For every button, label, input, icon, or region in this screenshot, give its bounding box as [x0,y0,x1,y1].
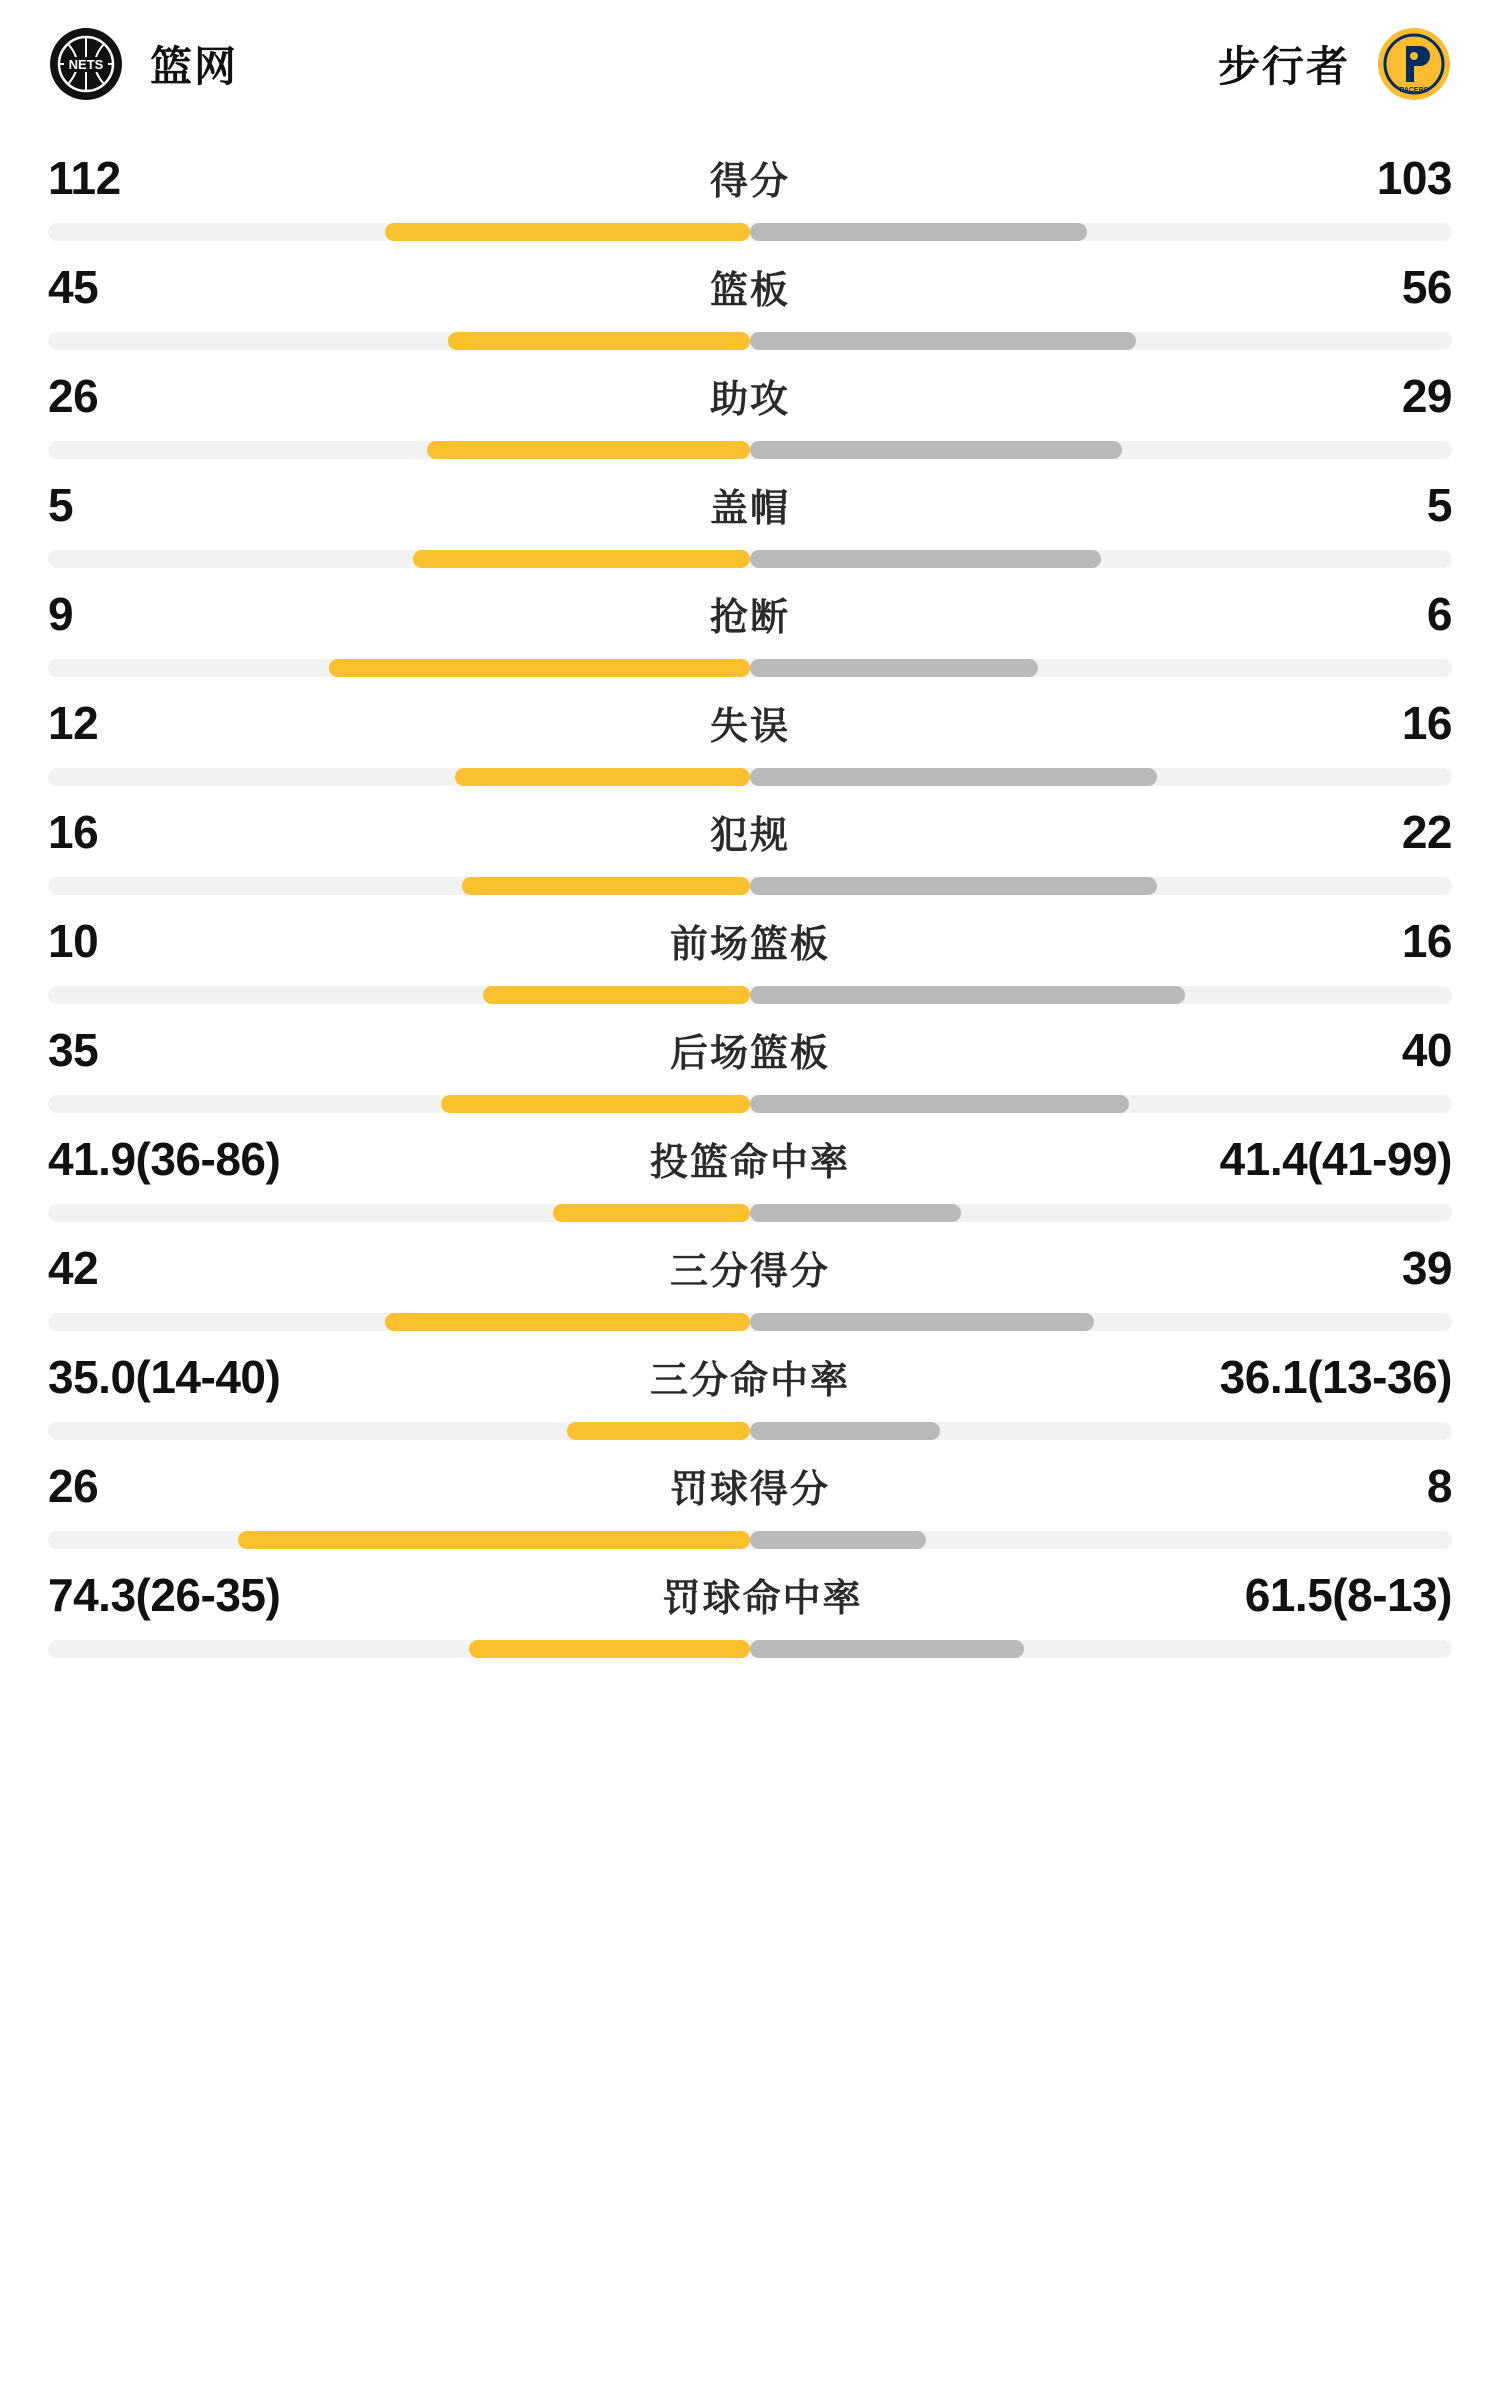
svg-text:NETS: NETS [68,57,104,72]
stat-bars [48,1422,1452,1440]
stat-row [48,1440,1452,1549]
stat-label: 篮板 [709,270,790,312]
stat-row-values [48,477,1452,550]
stat-row [48,459,1452,568]
away-bar [750,332,1136,350]
stat-label: 三分命中率 [649,1360,850,1402]
home-stat-value: 42 [48,1242,99,1294]
away-bar-wrap [750,332,1452,350]
pacers-logo-icon [1376,26,1452,102]
away-stat-value: 56 [1401,261,1452,313]
away-bar-wrap [750,441,1452,459]
stat-label: 得分 [709,161,790,203]
home-stat-value: 26 [48,1460,99,1512]
home-bar [427,441,750,459]
home-bar [483,986,750,1004]
away-stat-value: 61.5(8-13) [1244,1569,1452,1621]
stat-row [48,1113,1452,1222]
stat-label: 三分得分 [669,1251,830,1293]
stat-row [48,350,1452,459]
stat-row-values [48,259,1452,332]
home-bar-wrap [48,1095,750,1113]
home-bar [413,550,750,568]
stat-bars [48,659,1452,677]
away-bar [750,1313,1094,1331]
away-stat-value: 5 [1426,479,1452,531]
stat-label: 罚球命中率 [662,1578,863,1620]
home-bar-wrap [48,223,750,241]
stat-row-values [48,586,1452,659]
away-bar [750,877,1157,895]
away-stat-value: 22 [1401,806,1452,858]
stat-row [48,1331,1452,1440]
home-stat-value: 35.0(14-40) [48,1351,281,1403]
away-team-name: 步行者 [1217,43,1350,90]
stat-row-values [48,1131,1452,1204]
stat-row [48,132,1452,241]
away-bar-wrap [750,986,1452,1004]
away-stat-value: 29 [1401,370,1452,422]
away-bar [750,768,1157,786]
home-bar-wrap [48,441,750,459]
away-bar-wrap [750,550,1452,568]
home-stat-value: 10 [48,915,99,967]
stat-label: 后场篮板 [669,1033,830,1075]
home-bar-wrap [48,1204,750,1222]
stat-row-values [48,1240,1452,1313]
home-bar-wrap [48,877,750,895]
away-bar-wrap [750,768,1452,786]
home-team-name: 篮网 [150,43,239,90]
away-stat-value: 8 [1426,1460,1452,1512]
stat-list [48,132,1452,1658]
home-bar-wrap [48,659,750,677]
matchup-header [48,0,1452,132]
away-stat-value: 6 [1426,588,1452,640]
stat-row [48,895,1452,1004]
away-bar [750,223,1087,241]
away-bar-wrap [750,1313,1452,1331]
stat-bars [48,1095,1452,1113]
home-stat-value: 26 [48,370,99,422]
away-stat-value: 16 [1401,915,1452,967]
stat-row [48,1549,1452,1658]
home-stat-value: 74.3(26-35) [48,1569,281,1621]
away-stat-value: 36.1(13-36) [1219,1351,1452,1403]
home-bar [441,1095,750,1113]
home-bar-wrap [48,768,750,786]
away-stat-value: 16 [1401,697,1452,749]
home-bar [455,768,750,786]
stat-row-values [48,695,1452,768]
stat-bars [48,1204,1452,1222]
stat-label: 抢断 [709,597,790,639]
stat-row [48,786,1452,895]
svg-text:PACERS: PACERS [1399,87,1429,94]
home-bar-wrap [48,1313,750,1331]
away-bar-wrap [750,223,1452,241]
away-stat-value: 103 [1376,152,1452,204]
home-stat-value: 45 [48,261,99,313]
stat-label: 犯规 [709,815,790,857]
stat-row [48,568,1452,677]
away-bar [750,659,1038,677]
away-bar-wrap [750,659,1452,677]
stat-row-values [48,913,1452,986]
home-bar-wrap [48,1422,750,1440]
home-bar-wrap [48,986,750,1004]
home-bar-wrap [48,1640,750,1658]
away-bar-wrap [750,1531,1452,1549]
away-stat-value: 41.4(41-99) [1219,1133,1452,1185]
home-bar-wrap [48,332,750,350]
stat-row [48,1222,1452,1331]
away-team [1218,26,1452,102]
away-stat-value: 40 [1401,1024,1452,1076]
stat-label: 助攻 [709,379,790,421]
home-stat-value: 35 [48,1024,99,1076]
away-bar [750,550,1101,568]
home-bar [462,877,750,895]
stat-row [48,241,1452,350]
stat-bars [48,332,1452,350]
away-bar-wrap [750,1422,1452,1440]
stat-bars [48,1313,1452,1331]
stat-label: 罚球得分 [669,1469,830,1511]
home-bar [385,1313,750,1331]
away-bar [750,1640,1024,1658]
stat-row [48,677,1452,786]
home-stat-value: 112 [48,152,121,204]
home-bar [553,1204,750,1222]
home-stat-value: 16 [48,806,99,858]
stat-row-values [48,150,1452,223]
stat-label: 盖帽 [709,488,790,530]
home-bar [567,1422,750,1440]
stat-label: 失误 [709,706,790,748]
away-bar-wrap [750,1095,1452,1113]
stat-row [48,1004,1452,1113]
nets-logo-icon [48,26,124,102]
home-stat-value: 41.9(36-86) [48,1133,281,1185]
stat-row-values [48,368,1452,441]
away-stat-value: 39 [1401,1242,1452,1294]
away-bar [750,1531,926,1549]
stat-bars [48,441,1452,459]
stat-bars [48,223,1452,241]
away-bar [750,986,1185,1004]
home-bar [238,1531,750,1549]
away-bar [750,441,1122,459]
stat-bars [48,1640,1452,1658]
home-bar [329,659,750,677]
stat-row-values [48,1567,1452,1640]
stat-bars [48,768,1452,786]
stat-row-values [48,1022,1452,1095]
stat-bars [48,550,1452,568]
stat-row-values [48,804,1452,877]
stat-label: 前场篮板 [669,924,830,966]
away-bar [750,1204,961,1222]
home-stat-value: 5 [48,479,74,531]
away-bar-wrap [750,1640,1452,1658]
away-bar [750,1422,940,1440]
home-bar-wrap [48,550,750,568]
home-stat-value: 12 [48,697,99,749]
stat-row-values [48,1458,1452,1531]
stat-bars [48,986,1452,1004]
home-bar [448,332,750,350]
home-bar-wrap [48,1531,750,1549]
stat-row-values [48,1349,1452,1422]
stat-bars [48,877,1452,895]
stat-bars [48,1531,1452,1549]
away-bar-wrap [750,1204,1452,1222]
away-bar [750,1095,1129,1113]
away-bar-wrap [750,877,1452,895]
home-team [48,26,238,102]
stat-label: 投篮命中率 [649,1142,850,1184]
home-stat-value: 9 [48,588,74,640]
home-bar [385,223,750,241]
home-bar [469,1640,750,1658]
